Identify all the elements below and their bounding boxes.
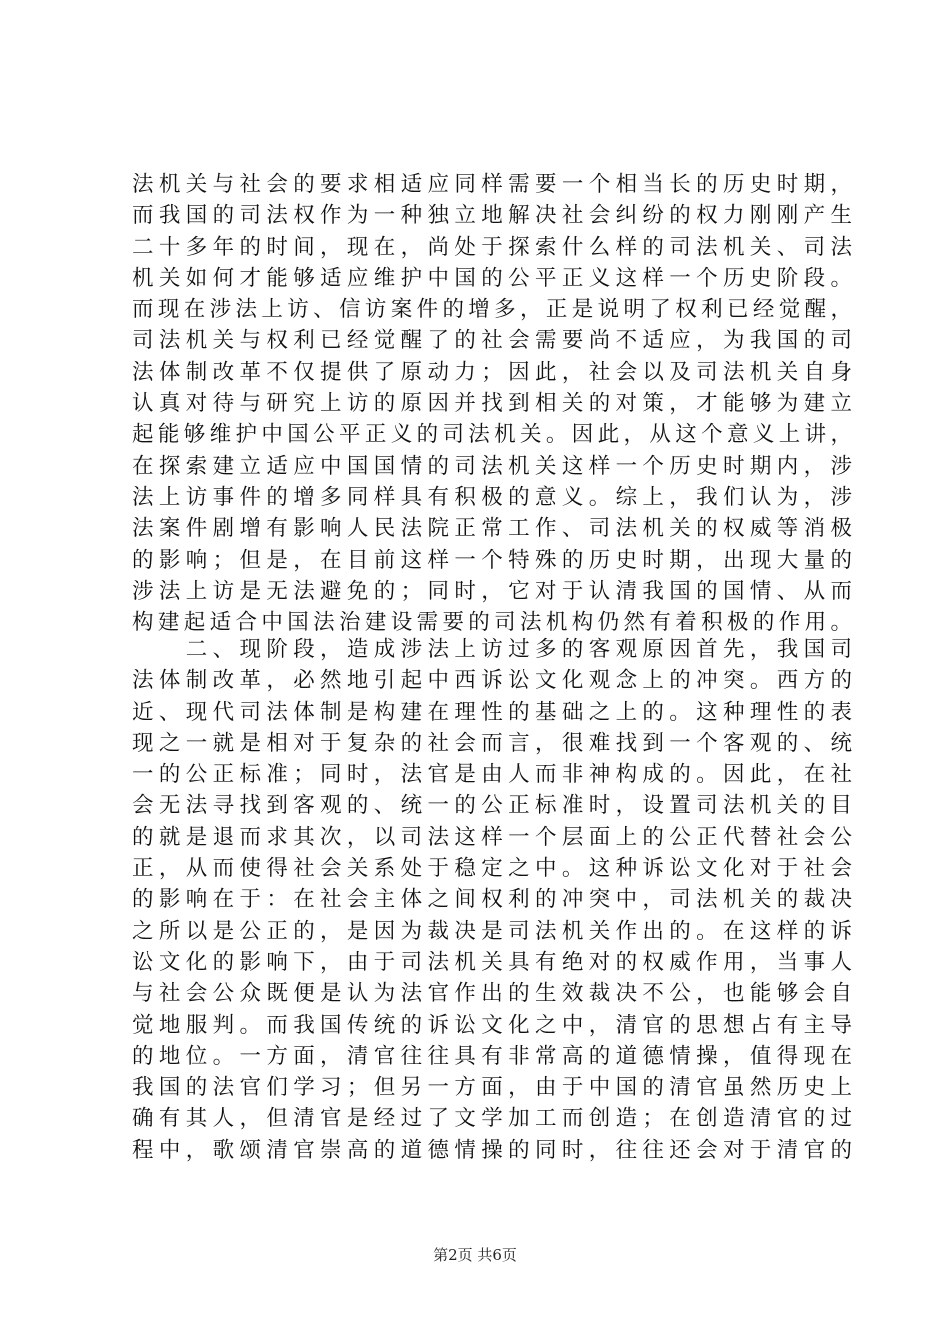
text-line: 与社会公众既便是认为法官作出的生效裁决不公，也能够会自	[132, 981, 852, 1007]
text-line: 认真对待与研究上访的原因并找到相关的对策，才能够为建立	[132, 391, 852, 417]
text-line: 近、现代司法体制是构建在理性的基础之上的。这种理性的表	[132, 699, 852, 725]
text-line: 会无法寻找到客观的、统一的公正标准时，设置司法机关的目	[132, 793, 852, 819]
text-line: 的就是退而求其次，以司法这样一个层面上的公正代替社会公	[132, 824, 852, 850]
text-line: 一的公正标准；同时，法官是由人而非神构成的。因此，在社	[132, 762, 852, 788]
text-line: 机关如何才能够适应维护中国的公平正义这样一个历史阶段。	[132, 265, 852, 291]
text-line: 法体制改革不仅提供了原动力；因此，社会以及司法机关自身	[132, 359, 852, 385]
text-line: 讼文化的影响下，由于司法机关具有绝对的权威作用，当事人	[132, 949, 852, 975]
text-line: 起能够维护中国公平正义的司法机关。因此，从这个意义上讲，	[132, 422, 852, 448]
text-line: 在探索建立适应中国国情的司法机关这样一个历史时期内，涉	[132, 453, 852, 479]
text-line: 确有其人，但清官是经过了文学加工而创造；在创造清官的过	[132, 1106, 852, 1132]
text-line: 的影响；但是，在目前这样一个特殊的历史时期，出现大量的	[132, 547, 852, 573]
text-line: 法案件剧增有影响人民法院正常工作、司法机关的权威等消极	[132, 516, 852, 542]
text-line: 涉法上访是无法避免的；同时，它对于认清我国的国情、从而	[132, 578, 852, 604]
text-line: 二十多年的时间，现在，尚处于探索什么样的司法机关、司法	[132, 234, 852, 260]
text-line: 程中，歌颂清官崇高的道德情操的同时，往往还会对于清官的	[132, 1137, 852, 1163]
text-line: 我国的法官们学习；但另一方面，由于中国的清官虽然历史上	[132, 1075, 852, 1101]
page-number-footer: 第2页 共6页	[433, 1246, 517, 1264]
text-line: 而现在涉法上访、信访案件的增多，正是说明了权利已经觉醒，	[132, 297, 852, 323]
text-line: 的地位。一方面，清官往往具有非常高的道德情操，值得现在	[132, 1043, 852, 1069]
paragraph-continued	[132, 169, 852, 638]
text-line: 二、现阶段，造成涉法上访过多的客观原因首先，我国司	[132, 637, 852, 662]
text-line: 之所以是公正的，是因为裁决是司法机关作出的。在这样的诉	[132, 918, 852, 944]
paragraph-section-two	[132, 634, 852, 1166]
text-line: 的影响在于：在社会主体之间权利的冲突中，司法机关的裁决	[132, 887, 852, 913]
text-line: 法体制改革，必然地引起中西诉讼文化观念上的冲突。西方的	[132, 668, 852, 694]
text-line: 觉地服判。而我国传统的诉讼文化之中，清官的思想占有主导	[132, 1012, 852, 1038]
text-line: 构建起适合中国法治建设需要的司法机构仍然有着积极的作用。	[132, 610, 852, 636]
text-line: 法上访事件的增多同样具有积极的意义。综上，我们认为，涉	[132, 484, 852, 510]
text-line: 而我国的司法权作为一种独立地解决社会纠纷的权力刚刚产生	[132, 203, 852, 229]
text-line: 正，从而使得社会关系处于稳定之中。这种诉讼文化对于社会	[132, 856, 852, 882]
text-line: 司法机关与权利已经觉醒了的社会需要尚不适应，为我国的司	[132, 328, 852, 354]
text-line: 法机关与社会的要求相适应同样需要一个相当长的历史时期，	[132, 172, 852, 197]
text-line: 现之一就是相对于复杂的社会而言，很难找到一个客观的、统	[132, 730, 852, 756]
